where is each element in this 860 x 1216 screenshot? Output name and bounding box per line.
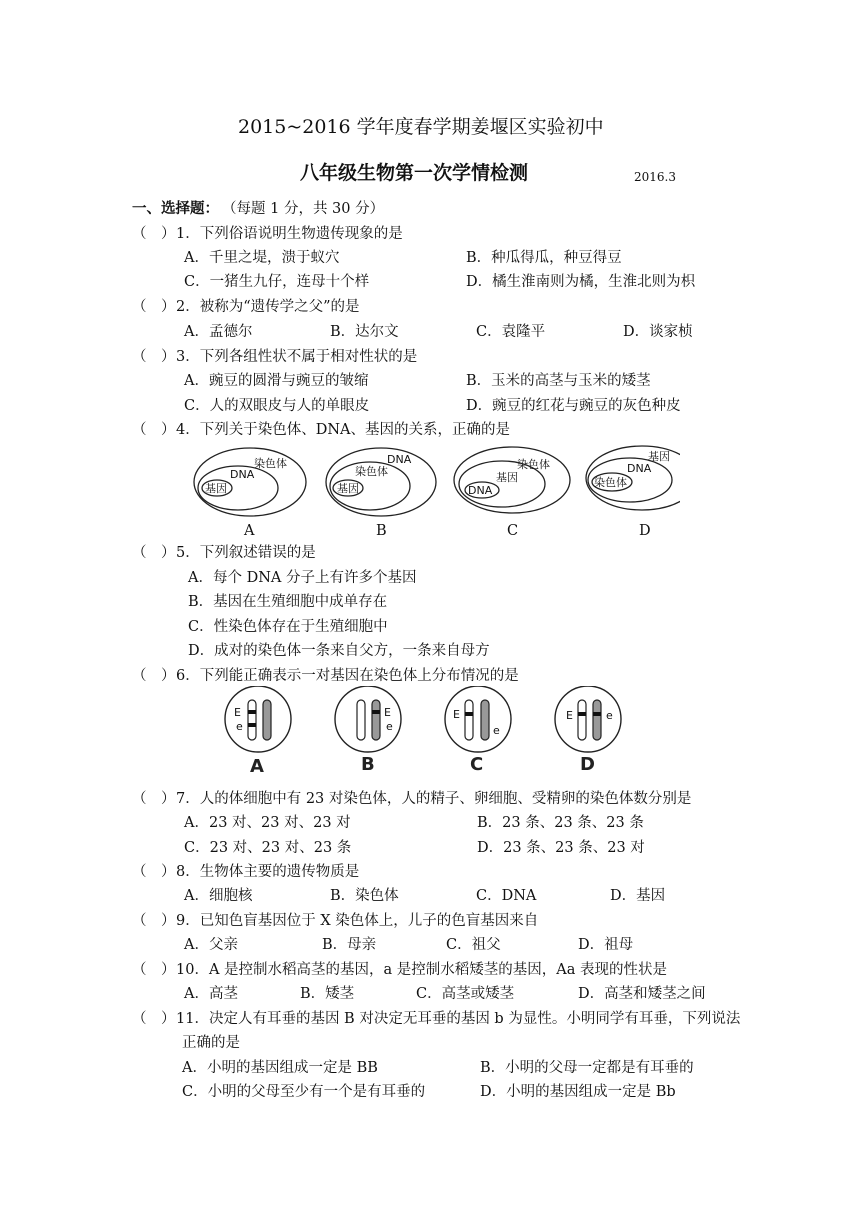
option-d: D．小明的基因组成一定是 Bb xyxy=(480,1084,676,1100)
answer-paren: （ ） xyxy=(132,864,176,880)
gene-band-b xyxy=(372,710,380,714)
venn-d-dna: DNA xyxy=(627,462,652,475)
option-c: C．袁隆平 xyxy=(476,324,546,340)
answer-paren: （ ） xyxy=(132,545,176,561)
option-c: C．性染色体存在于生殖细胞中 xyxy=(188,619,388,635)
option-c: C．DNA xyxy=(476,888,537,904)
option-c: C．祖父 xyxy=(446,937,501,953)
answer-paren: （ ） xyxy=(132,668,176,684)
figure-label-d: D xyxy=(639,523,651,539)
venn-a-gene: 基因 xyxy=(205,482,227,495)
option-d: D．23 条、23 条、23 对 xyxy=(477,840,645,856)
allele-a-recessive: e xyxy=(236,720,243,733)
question-stem: 3．下列各组性状不属于相对性状的是 xyxy=(176,349,418,365)
exam-title-line1: 2015~2016 学年度春学期姜堰区实验初中 xyxy=(238,116,604,138)
option-a: A．父亲 xyxy=(184,937,238,953)
chromosome-a-gray xyxy=(263,700,271,740)
venn-b-chromosome: 染色体 xyxy=(355,465,388,478)
allele-c-dominant: E xyxy=(453,708,460,721)
venn-c-gene: 基因 xyxy=(496,471,518,484)
figure-label-d: D xyxy=(580,754,595,775)
section-heading: 一、选择题： xyxy=(132,200,219,217)
option-d: D．祖母 xyxy=(578,937,634,953)
question-stem: 7．人的体细胞中有 23 对染色体，人的精子、卵细胞、受精卵的染色体数分别是 xyxy=(176,791,692,807)
allele-b-dominant: E xyxy=(384,706,391,719)
venn-d-chromosome: 染色体 xyxy=(594,476,627,489)
answer-paren: （ ） xyxy=(132,422,176,438)
allele-c-recessive: e xyxy=(493,724,500,737)
question-stem: 6．下列能正确表示一对基因在染色体上分布情况的是 xyxy=(176,668,519,684)
option-a: A．小明的基因组成一定是 BB xyxy=(182,1060,378,1076)
answer-paren: （ ） xyxy=(132,791,176,807)
question-stem: 10．A 是控制水稻高茎的基因，a 是控制水稻矮茎的基因，Aa 表现的性状是 xyxy=(176,962,668,978)
venn-c-chromosome: 染色体 xyxy=(517,458,550,471)
gene-band-d-2 xyxy=(593,712,601,716)
allele-d-recessive: e xyxy=(606,709,613,722)
figure-label-a: A xyxy=(244,523,255,539)
figure-label-b: B xyxy=(376,523,387,539)
option-c: C．人的双眼皮与人的单眼皮 xyxy=(184,398,370,414)
option-d: D．谈家桢 xyxy=(623,324,693,340)
gene-band-a-1 xyxy=(248,710,256,714)
venn-b-gene: 基因 xyxy=(337,482,359,495)
option-c: C．高茎或矮茎 xyxy=(416,986,515,1002)
exam-title-line2: 八年级生物第一次学情检测 xyxy=(300,162,529,184)
option-a: A．每个 DNA 分子上有许多个基因 xyxy=(188,570,417,586)
option-b: B．达尔文 xyxy=(330,324,399,340)
question-stem: 1．下列俗语说明生物遗传现象的是 xyxy=(176,226,403,242)
chromosome-d-gray xyxy=(593,700,601,740)
question-stem: 11．决定人有耳垂的基因 B 对决定无耳垂的基因 b 为显性。小明同学有耳垂，下列说法 xyxy=(176,1011,741,1027)
option-b: B．小明的父母一定都是有耳垂的 xyxy=(480,1060,694,1076)
option-b: B．染色体 xyxy=(330,888,399,904)
question-stem-continued: 正确的是 xyxy=(182,1035,240,1051)
gene-band-a-2 xyxy=(248,723,256,727)
question-stem: 9．已知色盲基因位于 X 染色体上，儿子的色盲基因来自 xyxy=(176,913,539,929)
option-d: D．成对的染色体一条来自父方，一条来自母方 xyxy=(188,643,490,659)
figure-label-a: A xyxy=(250,756,264,777)
venn-d-gene: 基因 xyxy=(648,450,670,463)
option-c: C．小明的父母至少有一个是有耳垂的 xyxy=(182,1084,426,1100)
option-b: B．基因在生殖细胞中成单存在 xyxy=(188,594,388,610)
allele-a-dominant: E xyxy=(234,706,241,719)
figure-label-c: C xyxy=(507,523,519,539)
answer-paren: （ ） xyxy=(132,1011,176,1027)
exam-date: 2016.3 xyxy=(634,170,676,184)
cell-b xyxy=(335,686,401,752)
option-a: A．23 对、23 对、23 对 xyxy=(184,815,351,831)
question-stem: 5．下列叙述错误的是 xyxy=(176,545,316,561)
chromosome-c-gray xyxy=(481,700,489,740)
allele-b-recessive: e xyxy=(386,720,393,733)
option-b: B．23 条、23 条、23 条 xyxy=(477,815,644,831)
option-b: B．种瓜得瓜，种豆得豆 xyxy=(466,250,622,266)
option-a: A．细胞核 xyxy=(184,888,253,904)
section-note: （每题 1 分，共 30 分） xyxy=(222,201,385,217)
chromosome-b-white xyxy=(357,700,365,740)
venn-a-dna: DNA xyxy=(230,468,255,481)
option-d: D．高茎和矮茎之间 xyxy=(578,986,706,1002)
option-d: D．橘生淮南则为橘，生淮北则为枳 xyxy=(466,274,696,290)
answer-paren: （ ） xyxy=(132,226,176,242)
figure-label-c: C xyxy=(470,754,484,775)
chromosome-c-white xyxy=(465,700,473,740)
option-a: A．豌豆的圆滑与豌豆的皱缩 xyxy=(184,373,369,389)
question-stem: 8．生物体主要的遗传物质是 xyxy=(176,864,360,880)
cell-a xyxy=(225,686,291,752)
option-d: D．豌豆的红花与豌豆的灰色种皮 xyxy=(466,398,681,414)
chromosome-d-white xyxy=(578,700,586,740)
answer-paren: （ ） xyxy=(132,913,176,929)
chromosome-b-gray xyxy=(372,700,380,740)
question-stem: 4．下列关于染色体、DNA、基因的关系，正确的是 xyxy=(176,422,511,438)
q4-venn-figure xyxy=(180,440,680,540)
option-b: B．玉米的高茎与玉米的矮茎 xyxy=(466,373,651,389)
option-a: A．孟德尔 xyxy=(184,324,253,340)
option-c: C．23 对、23 对、23 条 xyxy=(184,840,352,856)
option-b: B．矮茎 xyxy=(300,986,355,1002)
option-a: A．千里之堤，溃于蚁穴 xyxy=(184,250,340,266)
chromosome-a-white xyxy=(248,700,256,740)
answer-paren: （ ） xyxy=(132,299,176,315)
venn-c-dna: DNA xyxy=(468,484,493,497)
answer-paren: （ ） xyxy=(132,349,176,365)
gene-band-c xyxy=(465,712,473,716)
question-stem: 2．被称为“遗传学之父”的是 xyxy=(176,299,360,315)
gene-band-d-1 xyxy=(578,712,586,716)
q6-chromosome-figure xyxy=(220,686,630,778)
option-c: C．一猪生九仔，连母十个样 xyxy=(184,274,370,290)
option-b: B．母亲 xyxy=(322,937,377,953)
answer-paren: （ ） xyxy=(132,962,176,978)
allele-d-dominant: E xyxy=(566,709,573,722)
option-d: D．基因 xyxy=(610,888,666,904)
venn-b-dna: DNA xyxy=(387,453,412,466)
option-a: A．高茎 xyxy=(184,986,238,1002)
figure-label-b: B xyxy=(361,754,375,775)
venn-a-chromosome: 染色体 xyxy=(254,457,287,470)
